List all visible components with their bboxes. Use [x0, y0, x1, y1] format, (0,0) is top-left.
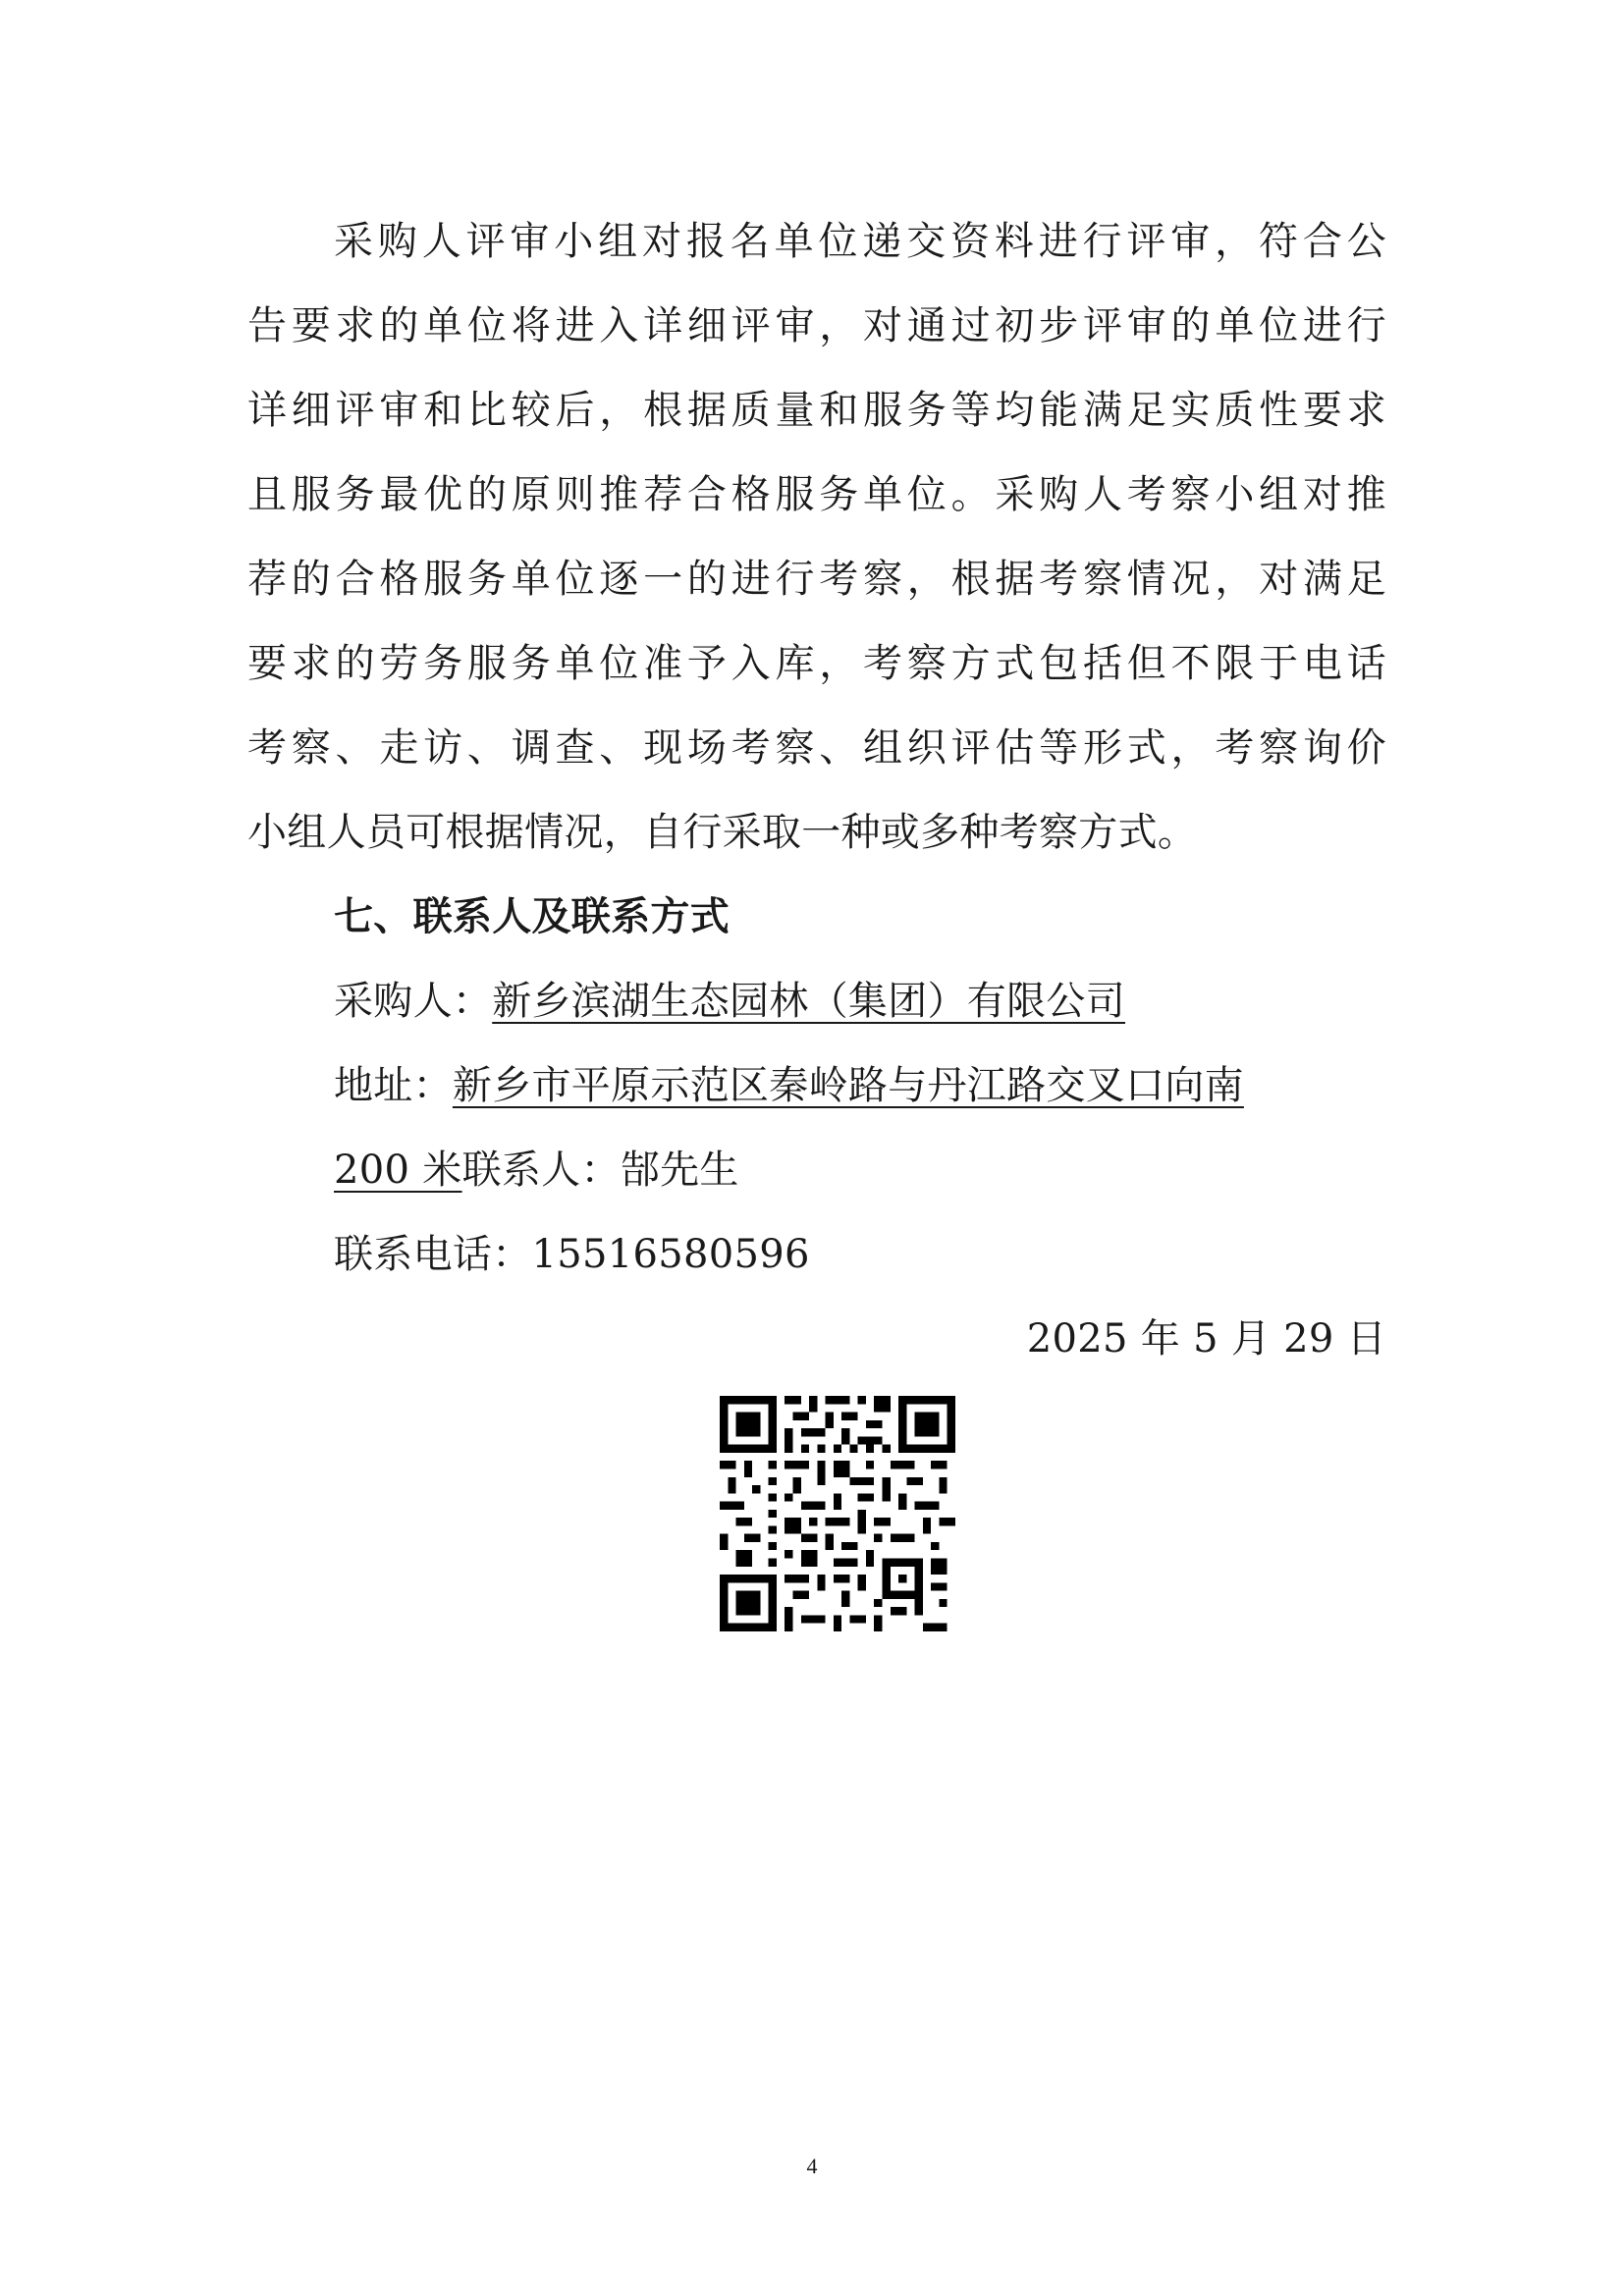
purchaser-label: 采购人： — [334, 979, 493, 1024]
page-number: 4 — [806, 2154, 818, 2178]
qr-code-image — [720, 1396, 955, 1631]
address-value: 新乡市平原示范区秦岭路与丹江路交叉口向南 — [452, 1063, 1244, 1108]
phone-line — [334, 1231, 1386, 1278]
paragraph-line-4: 且服务最优的原则推荐合格服务单位。采购人考察小组对推 — [247, 472, 1386, 517]
contact-person-value: 郜先生 — [620, 1148, 739, 1193]
contact-person-label: 联系人： — [461, 1148, 621, 1193]
paragraph-line-6: 要求的劳务服务单位准予入库，考察方式包括但不限于电话 — [247, 641, 1386, 686]
purchaser-line — [334, 978, 1386, 1025]
paragraph-line-5: 荐的合格服务单位逐一的进行考察，根据考察情况，对满足 — [247, 557, 1386, 602]
paragraph-line-7: 考察、走访、调查、现场考察、组织评估等形式，考察询价 — [247, 725, 1386, 771]
address-contact-line — [334, 1147, 1386, 1194]
paragraph-line-3: 详细评审和比较后，根据质量和服务等均能满足实质性要求 — [247, 388, 1386, 433]
paragraph-line-2: 告要求的单位将进入详细评审，对通过初步评审的单位进行 — [247, 303, 1386, 348]
paragraph-line-1: 采购人评审小组对报名单位递交资料进行评审，符合公 — [334, 219, 1386, 264]
section-heading: 七、联系人及联系方式 — [334, 893, 730, 939]
phone-label: 联系电话： — [334, 1232, 532, 1277]
address-value-continued: 200 米 — [334, 1148, 462, 1193]
address-label: 地址： — [334, 1063, 453, 1108]
document-date: 2025 年 5 月 29 日 — [1026, 1316, 1386, 1362]
address-line — [334, 1062, 1386, 1109]
purchaser-value: 新乡滨湖生态园林（集团）有限公司 — [492, 979, 1126, 1024]
paragraph-line-8: 小组人员可根据情况，自行采取一种或多种考察方式。 — [247, 810, 1198, 855]
phone-value: 15516580596 — [531, 1232, 810, 1277]
